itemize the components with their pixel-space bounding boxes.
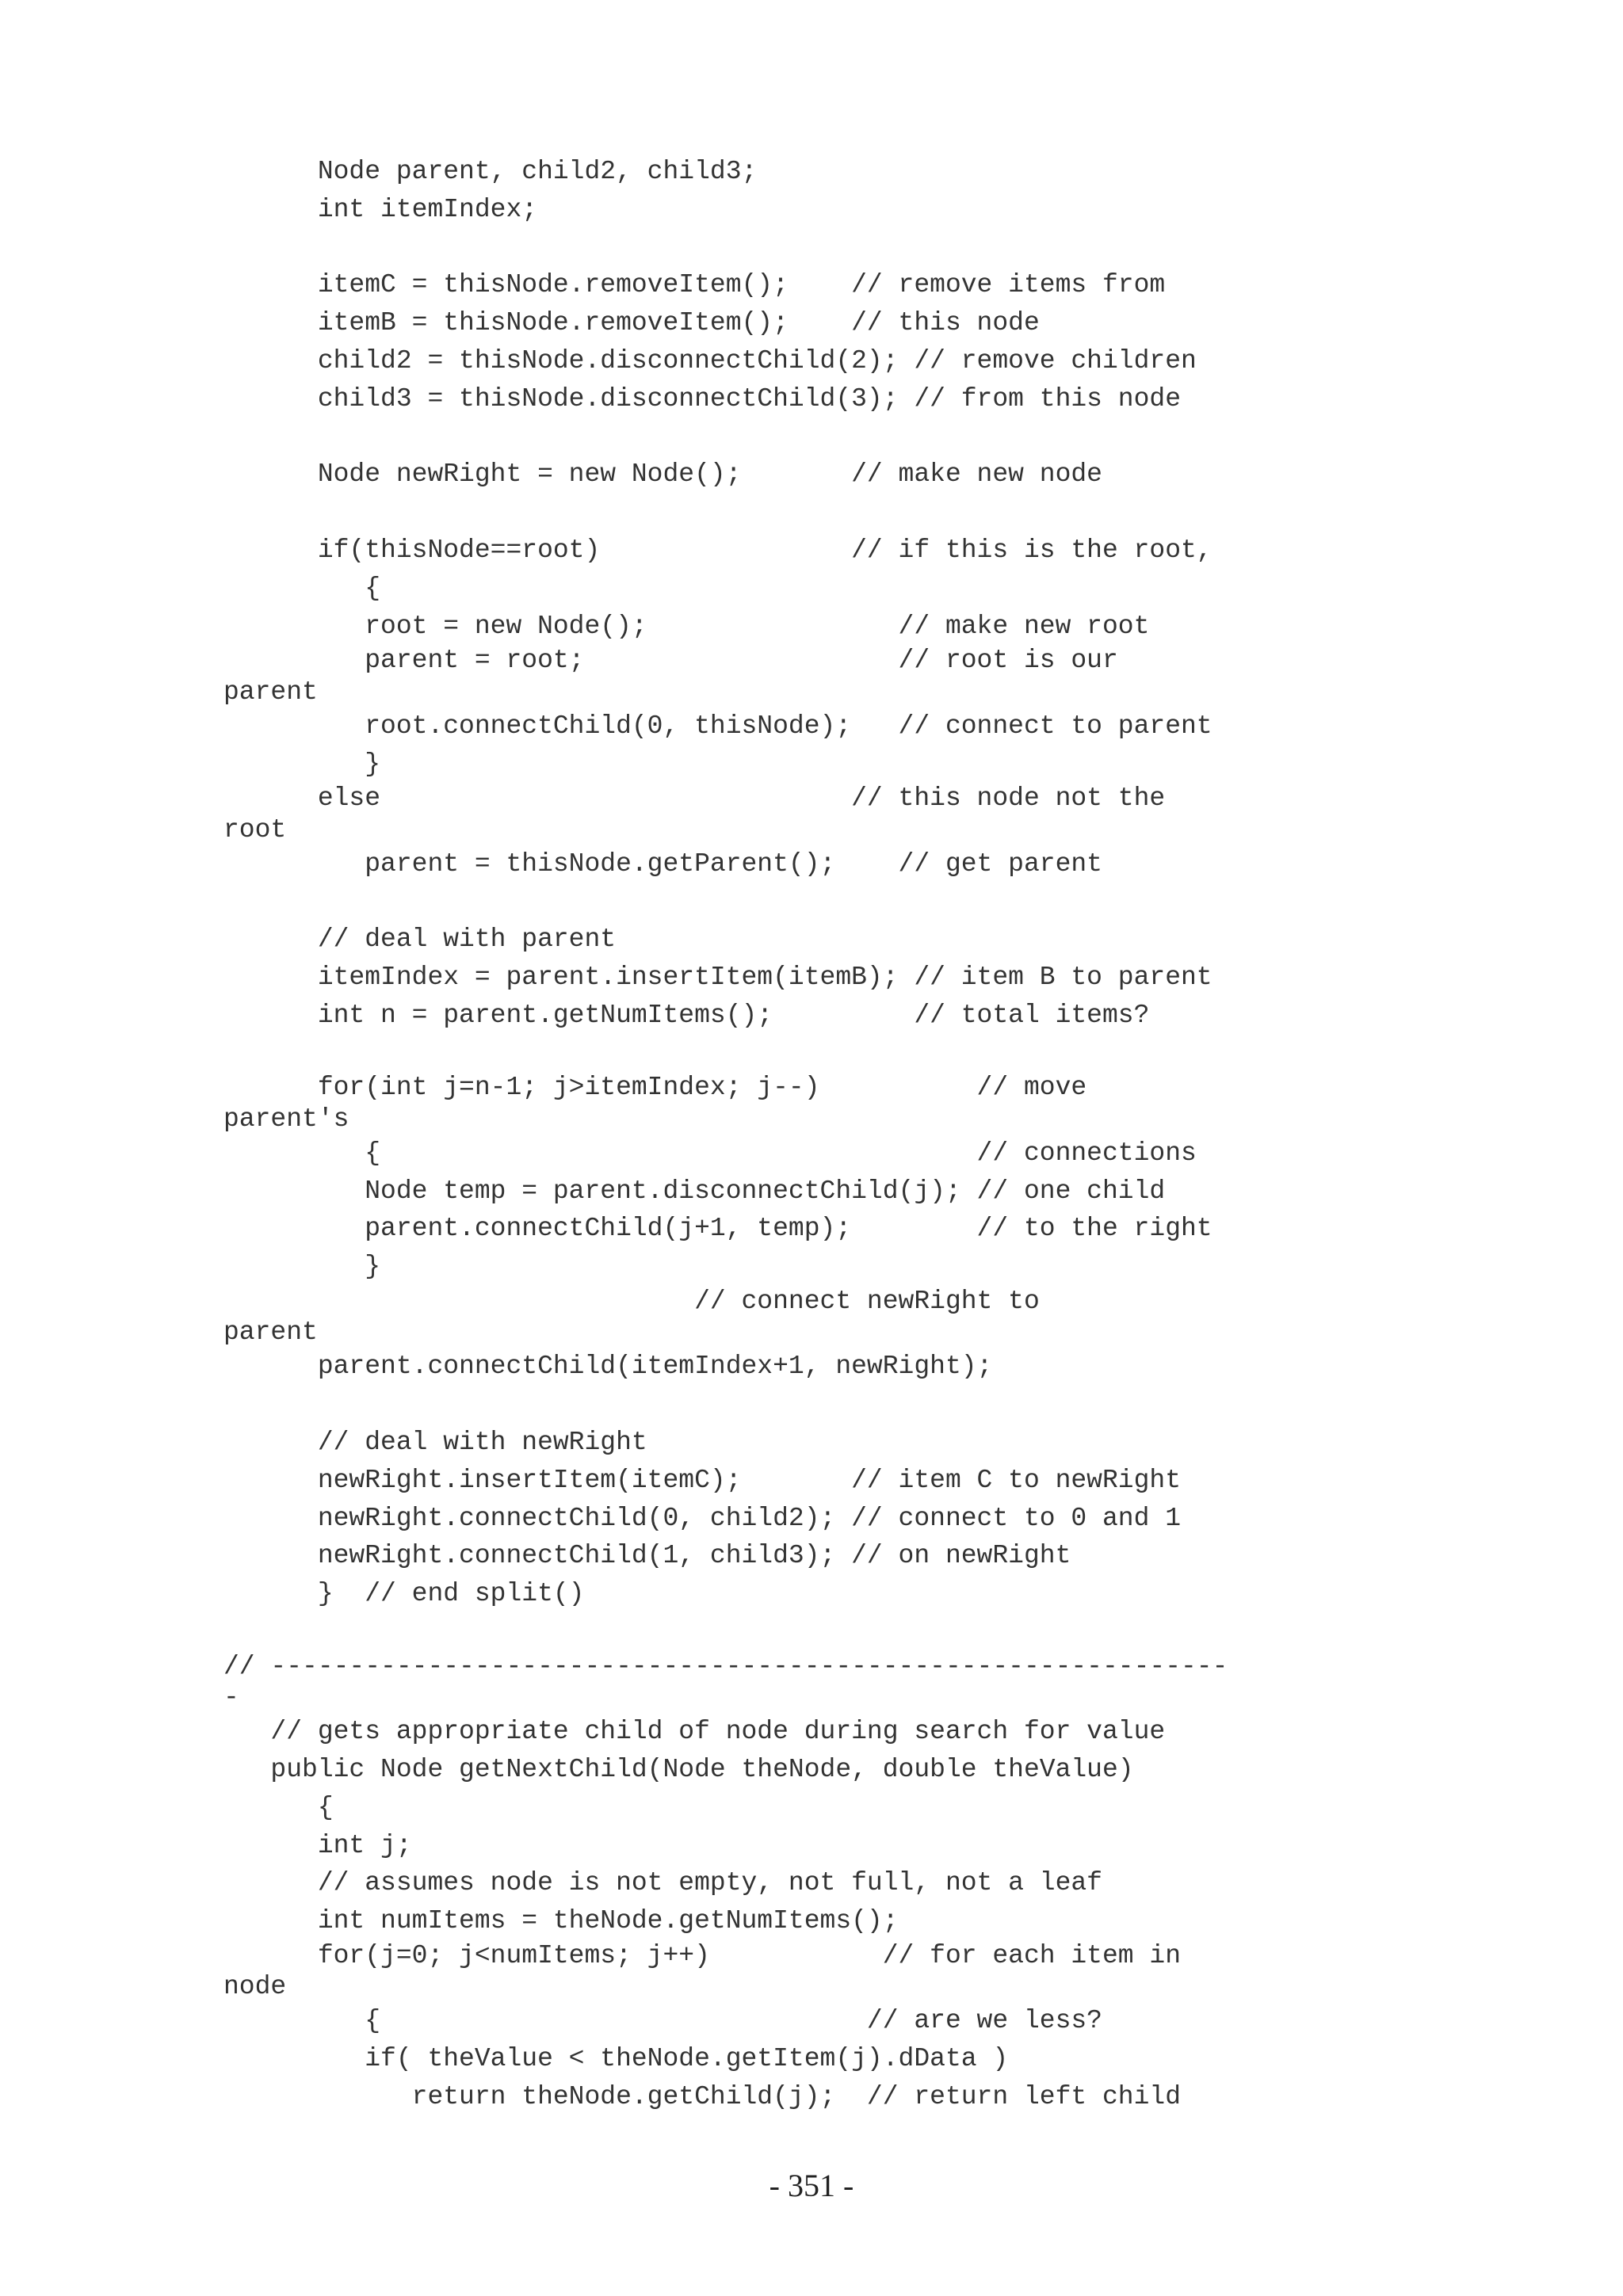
code-line: Node parent, child2, child3; [223,157,758,186]
code-line [223,494,1587,532]
code-line [223,418,1587,456]
code-line: // deal with parent [223,925,617,955]
code-line: } // end split() [223,1579,585,1609]
code-line [223,1613,1587,1651]
code-line: { [223,1792,334,1822]
code-line: // connect newRight to [223,1287,1040,1317]
code-line: else // this node not the [223,784,1166,814]
code-line: int n = parent.getNumItems(); // total items? [223,1000,1150,1030]
code-line: newRight.connectChild(0, child2); // connect to 0 and 1 [223,1503,1181,1533]
code-line: itemIndex = parent.insertItem(itemB); // item B to parent [223,963,1212,993]
code-line: root = new Node(); // make new root [223,611,1150,641]
code-line: Node newRight = new Node(); // make new node [223,460,1102,490]
code-separator-wrap: - [223,1682,239,1712]
code-line: { // connections [223,1138,1197,1168]
code-line [223,883,1587,921]
code-line-wrap: node [223,1972,287,2002]
code-line: } [223,749,381,779]
code-line: newRight.insertItem(itemC); // item C to newRight [223,1465,1181,1495]
code-line: parent.connectChild(itemIndex+1, newRight); [223,1352,993,1382]
code-line: int numItems = theNode.getNumItems(); [223,1906,899,1936]
code-line-wrap: root [223,814,287,845]
code-line: itemC = thisNode.removeItem(); // remove items from [223,270,1166,300]
code-line: parent = root; // root is our [223,646,1118,676]
code-listing [223,153,1587,2116]
code-line [223,1035,1587,1073]
code-line: int j; [223,1830,412,1860]
code-line: { // are we less? [223,2006,1102,2036]
code-line: newRight.connectChild(1, child3); // on newRight [223,1541,1071,1571]
code-separator: // ------------------------------------------------------------- [223,1651,1228,1681]
code-line: int itemIndex; [223,194,538,224]
code-line: for(j=0; j<numItems; j++) // for each item in [223,1940,1181,1970]
code-line: itemB = thisNode.removeItem(); // this node [223,308,1040,338]
code-line: return theNode.getChild(j); // return left child [223,2081,1181,2111]
code-line: // assumes node is not empty, not full, not a leaf [223,1868,1102,1898]
code-line-wrap: parent [223,1318,318,1348]
code-line: for(int j=n-1; j>itemIndex; j--) // move [223,1073,1087,1103]
code-line: // deal with newRight [223,1428,647,1458]
code-line: // gets appropriate child of node during search for value [223,1717,1166,1747]
code-line: child3 = thisNode.disconnectChild(3); // from this node [223,383,1181,414]
code-line-wrap: parent [223,677,318,707]
page-number: - 351 - [769,2168,854,2203]
code-line: public Node getNextChild(Node theNode, double theValue) [223,1754,1134,1784]
code-line: if( theValue < theNode.getItem(j).dData ) [223,2044,1009,2074]
code-line: if(thisNode==root) // if this is the root, [223,535,1212,565]
code-line: } [223,1252,381,1282]
code-line: Node temp = parent.disconnectChild(j); // one child [223,1176,1166,1206]
code-line [223,229,1587,267]
code-line-wrap: parent's [223,1104,349,1134]
code-line [223,1386,1587,1424]
code-line: { [223,573,381,603]
code-line: parent = thisNode.getParent(); // get parent [223,849,1102,879]
code-line: child2 = thisNode.disconnectChild(2); // remove children [223,345,1197,376]
code-line: parent.connectChild(j+1, temp); // to the right [223,1214,1212,1244]
code-line: root.connectChild(0, thisNode); // connect to parent [223,711,1212,741]
